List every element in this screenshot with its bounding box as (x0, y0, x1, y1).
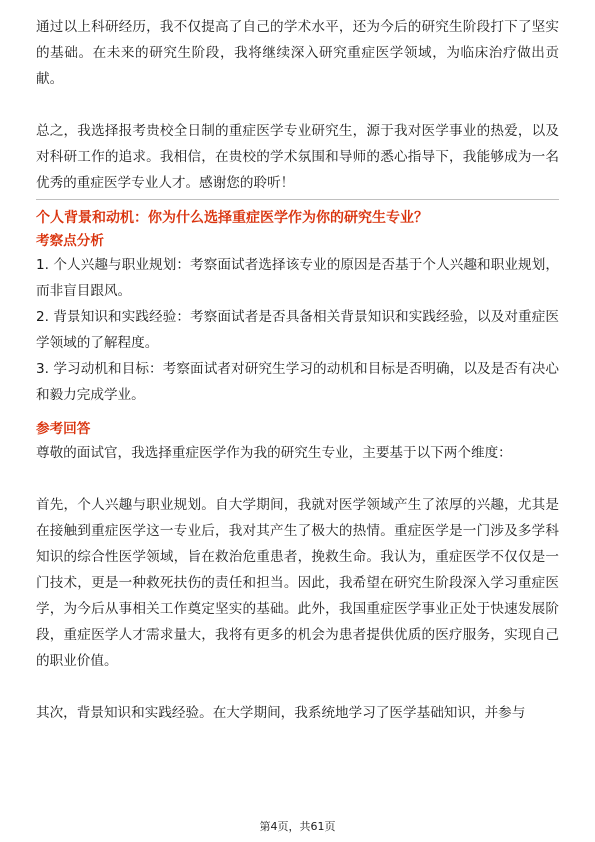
analysis-heading: 考察点分析 (36, 233, 104, 249)
spacer (36, 408, 559, 418)
spacer (36, 466, 559, 492)
section-divider (36, 199, 559, 200)
answer-paragraph-2: 其次，背景知识和实践经验。在大学期间，我系统地学习了医学基础知识，并参与 (36, 705, 526, 721)
analysis-item-3: 3. 学习动机和目标：考察面试者对研究生学习的动机和目标是否明确，以及是否有决心和毅力完成学业。 (36, 361, 559, 403)
spacer (36, 674, 559, 700)
page-number-footer: 第4页，共61页 (259, 820, 336, 833)
interview-question: 个人背景和动机：你为什么选择重症医学作为你的研究生专业？ (36, 210, 428, 226)
answer-heading: 参考回答 (36, 421, 91, 437)
intro-paragraph-1: 通过以上科研经历，我不仅提高了自己的学术水平，还为今后的研究生阶段打下了坚实的基础。在未来的研究生阶段，我将继续深入研究重症医学领域，为临床治疗做出贡献。 (36, 19, 559, 87)
answer-opening: 尊敬的面试官，我选择重症医学作为我的研究生专业，主要基于以下两个维度： (36, 445, 512, 461)
analysis-item-1: 1. 个人兴趣与职业规划：考察面试者选择该专业的原因是否基于个人兴趣和职业规划，而非盲目跟风。 (36, 257, 559, 299)
document-page (36, 14, 559, 726)
answer-paragraph-1: 首先，个人兴趣与职业规划。自大学期间，我就对医学领域产生了浓厚的兴趣，尤其是在接触到重症医学这一专业后，我对其产生了极大的热情。重症医学是一门涉及多学科知识的综合性医学领域，旨在救治危重患者，挽救生命。我认为，重症医学不仅仅是一门技术，更是一种救死扶伤的责任和担当。因此，我希望在研究生阶段深入学习重症医学，为今后从事相关工作奠定坚实的基础。此外，我国重症医学事业正处于快速发展阶段，重症医学人才需求量大，我将有更多的机会为患者提供优质的医疗服务，实现自己的职业价值。 (36, 497, 559, 669)
intro-paragraph-2: 总之，我选择报考贵校全日制的重症医学专业研究生，源于我对医学事业的热爱，以及对科研工作的追求。我相信，在贵校的学术氛围和导师的悉心指导下，我能够成为一名优秀的重症医学专业人才。感谢您的聆听！ (36, 123, 559, 191)
spacer (36, 92, 559, 118)
analysis-item-2: 2. 背景知识和实践经验：考察面试者是否具备相关背景知识和实践经验，以及对重症医学领域的了解程度。 (36, 309, 559, 351)
